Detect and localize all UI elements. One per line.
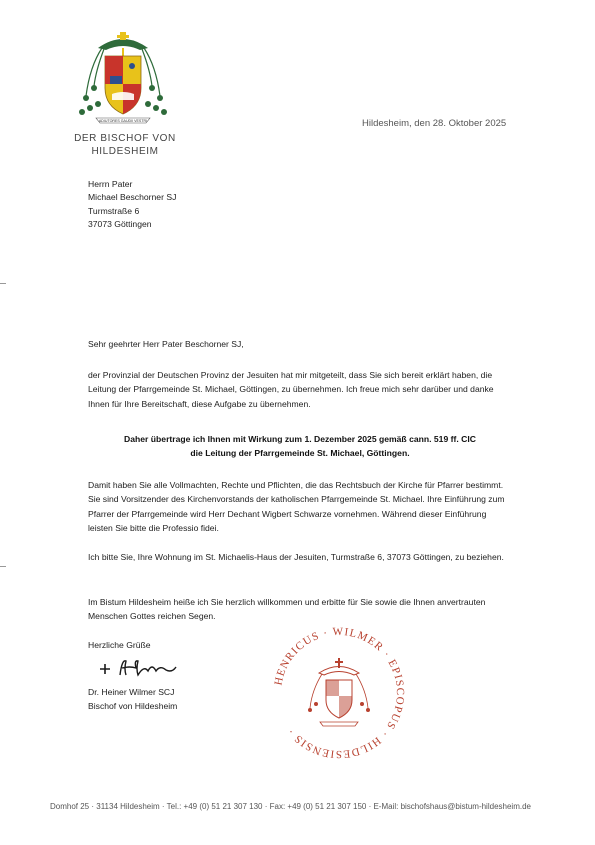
signer-name: Dr. Heiner Wilmer SCJ: [88, 687, 175, 697]
signer-title: Bischof von Hildesheim: [88, 701, 178, 712]
footer-contact: Domhof 25 · 31134 Hildesheim · Tel.: +49 (0) 51 21 307 130 · Fax: +49 (0) 51 21 307 150 · E-Mail: bischofshaus@bistum-hildesheim.de: [50, 802, 531, 811]
paragraph-2: Damit haben Sie alle Vollmachten, Rechte und Pflichten, die das Rechtsbuch der Kirche für Pfarrer bestimmt. Sie sind Vorsitzender des Kirchenvorstands der katholischen Pfarrgemeinde St. Michael. Ihre Einführung zum Pfarrer der Pfarrgemeinde wird Herr Dechant Wigbert Schwarze vornehmen. Während dieser Einführung leisten Sie bitte die Professio fidei.: [88, 480, 505, 534]
paragraph-1: der Provinzial der Deutschen Provinz der Jesuiten hat mir mitgeteilt, dass Sie sich bereit erklärt haben, die Leitung der Pfarrgemeinde St. Michael, Göttingen, zu übernehmen. Ich freue mich sehr darüber und danke Ihnen für Ihre Bereitschaft, diese Aufgabe zu übernehmen.: [88, 370, 494, 409]
closing-greeting: Herzliche Grüße: [88, 640, 151, 650]
recipient-line-3: Turmstraße 6: [88, 205, 140, 216]
fold-mark: [0, 283, 6, 284]
recipient-line-1: Herrn Pater: [88, 179, 133, 189]
recipient-line-4: 37073 Göttingen: [88, 218, 152, 229]
coat-of-arms-logo: [68, 26, 178, 132]
recipient-address: [88, 178, 176, 231]
appointment-line-2: die Leitung der Pfarrgemeinde St. Michael, Göttingen.: [190, 448, 410, 459]
handwritten-signature: [96, 655, 206, 683]
paragraph-4: Im Bistum Hildesheim heiße ich Sie herzlich willkommen und erbitte für Sie sowie die Ihnen anvertrauten Menschen Gottes reichen Segen.: [88, 597, 486, 622]
appointment-statement: [88, 432, 512, 461]
sender-line-2: HILDESHEIM: [91, 146, 159, 157]
crest-motto: ADIUTORES GAUDII VESTRI: [98, 119, 148, 123]
date-line: Hildesheim, den 28. Oktober 2025: [362, 118, 507, 129]
signer-block: [88, 685, 177, 714]
recipient-line-2: Michael Beschorner SJ: [88, 192, 177, 203]
salutation: Sehr geehrter Herr Pater Beschorner SJ,: [88, 339, 244, 349]
fold-mark: [0, 566, 6, 567]
appointment-line-1: Daher übertrage ich Ihnen mit Wirkung zum 1. Dezember 2025 gemäß cann. 519 ff. CIC: [124, 434, 476, 444]
official-seal-stamp: [264, 618, 414, 768]
svg-text:HENRICUS · WILMER · EPISCOPUS: [272, 626, 406, 760]
paragraph-3: Ich bitte Sie, Ihre Wohnung im St. Michaelis-Haus der Jesuiten, Turmstraße 6, 37073 Göttingen, zu beziehen.: [88, 552, 504, 562]
seal-text: HENRICUS · WILMER · EPISCOPUS · HILDESIENSIS ·: [272, 625, 407, 761]
sender-block: [60, 132, 190, 158]
sender-line-1: DER BISCHOF VON: [74, 133, 176, 144]
